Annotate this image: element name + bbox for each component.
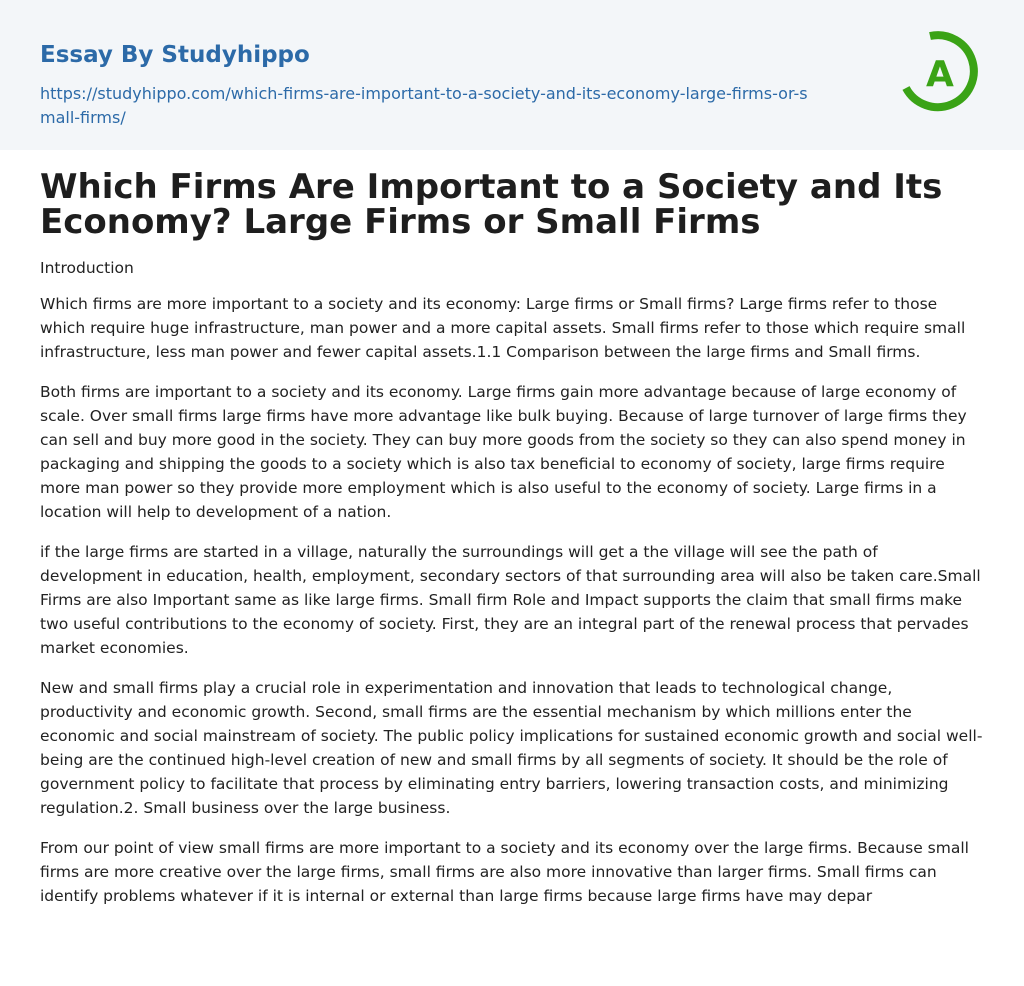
paragraph: if the large firms are started in a village, naturally the surroundings will get a the village will see the path of development in education, health, employment, secondary sectors of that surrounding area will also be taken care.Small Firms are also Important same as like large firms. Small firm Role and Impact supports the claim that small firms make two useful contributions to the economy of society. First, they are an integral part of the renewal process that pervades market economies. — [40, 543, 981, 657]
brand-title[interactable]: Essay By Studyhippo — [40, 42, 310, 68]
logo-letter: A — [926, 54, 954, 95]
site-header — [0, 0, 1024, 150]
paragraph: Which firms are more important to a society and its economy: Large firms or Small firms? Large firms refer to those which require huge infrastructure, man power and a more capital assets. Small firms refer to those which require small infrastructure, less man power and fewer capital assets.1.1 Comparison between the large firms and Small firms. — [40, 295, 966, 361]
essay-url-link[interactable]: https://studyhippo.com/which-firms-are-important-to-a-society-and-its-economy-large-firms-or-small-firms/ — [40, 84, 808, 127]
paragraph: New and small firms play a crucial role in experimentation and innovation that leads to technological change, productivity and economic growth. Second, small firms are the essential mechanism by which millions enter the economic and social mainstream of society. The public policy implications for sustained economic growth and social well-being are the continued high-level creation of new and small firms by all segments of society. It should be the role of government policy to facilitate that process by eliminating entry barriers, lowering transaction costs, and minimizing regulation.2. Small business over the large business. — [40, 679, 983, 817]
studyhippo-logo-icon[interactable] — [900, 30, 984, 114]
paragraph: Both firms are important to a society and its economy. Large firms gain more advantage because of large economy of scale. Over small firms large firms have more advantage like bulk buying. Because of large turnover of large firms they can sell and buy more good in the society. They can buy more goods from the society so they can also spend money in packaging and shipping the goods to a society which is also tax beneficial to economy of society, large firms require more man power so they provide more employment which is also useful to the economy of society. Large firms in a location will help to development of a nation. — [40, 383, 967, 521]
page-title: Which Firms Are Important to a Society and Its Economy? Large Firms or Small Firms — [40, 167, 943, 242]
paragraph: From our point of view small firms are more important to a society and its economy over the large firms. Because small firms are more creative over the large firms, small firms are also more innovative than larger firms. Small firms can identify problems whatever if it is internal or external than large firms because large firms have may depar — [40, 839, 969, 905]
article-body — [0, 150, 1024, 908]
section-heading: Introduction — [40, 259, 134, 277]
